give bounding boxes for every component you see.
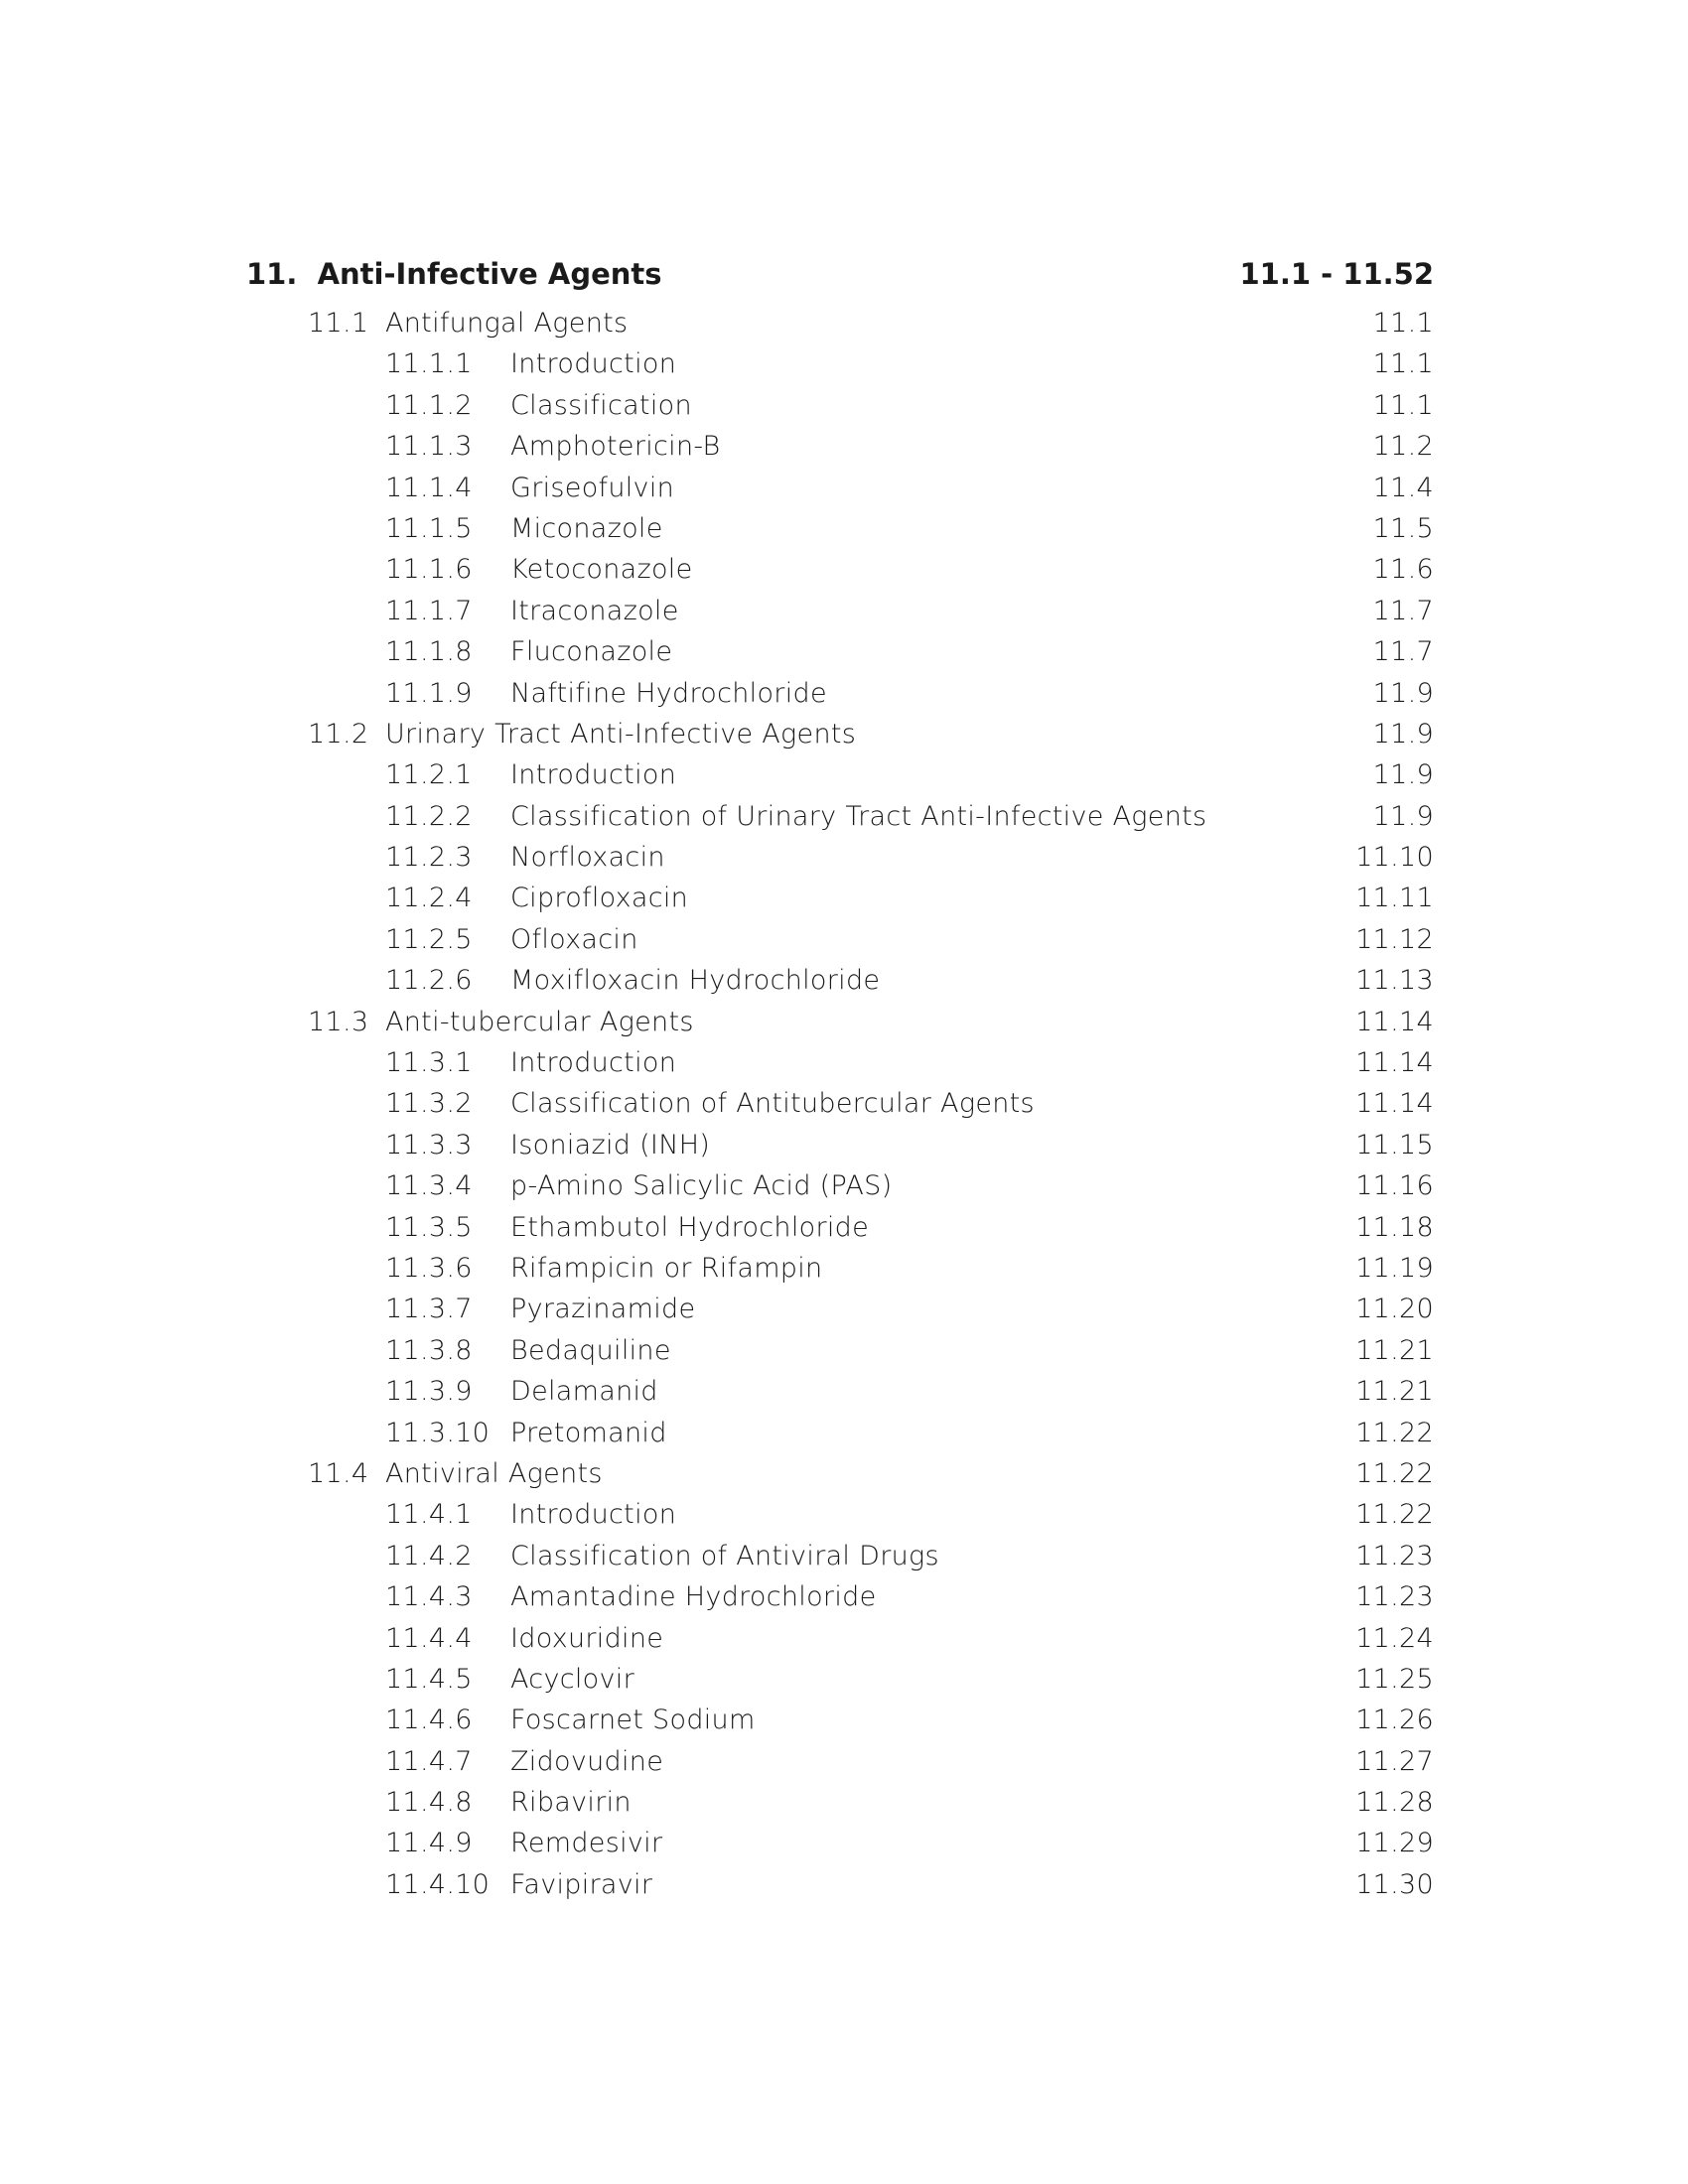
- section-title: Antifungal Agents: [385, 308, 629, 339]
- subsection-page: 11.28: [1355, 1787, 1434, 1819]
- chapter-heading: [0, 253, 1688, 295]
- subsection-page: 11.22: [1355, 1499, 1434, 1531]
- subsection-page: 11.18: [1355, 1211, 1434, 1243]
- subsection-number: 11.1.2: [385, 389, 473, 421]
- subsection-title: Moxifloxacin Hydrochloride: [510, 965, 881, 997]
- subsection-title: Foscarnet Sodium: [510, 1705, 756, 1736]
- section-number: 11.4: [308, 1457, 369, 1489]
- subsection-title: Ciprofloxacin: [510, 883, 689, 914]
- subsection-page: 11.9: [1372, 759, 1434, 791]
- subsection-title: Classification of Antitubercular Agents: [510, 1088, 1035, 1120]
- subsection-title: Rifampicin or Rifampin: [510, 1252, 823, 1284]
- subsection-number: 11.2.1: [385, 759, 473, 791]
- subsection-page: 11.14: [1355, 1088, 1434, 1120]
- section-page: 11.22: [1355, 1457, 1434, 1489]
- subsection-page: 11.9: [1372, 677, 1434, 709]
- subsection-number: 11.3.1: [385, 1047, 473, 1079]
- subsection-page: 11.19: [1355, 1252, 1434, 1284]
- subsection-row: [0, 1289, 1688, 1329]
- subsection-page: 11.4: [1372, 472, 1434, 503]
- subsection-title: Delamanid: [510, 1376, 658, 1408]
- subsection-row: [0, 1042, 1688, 1083]
- subsection-number: 11.3.4: [385, 1170, 473, 1202]
- subsection-page: 11.9: [1372, 800, 1434, 832]
- subsection-row: [0, 1618, 1688, 1659]
- subsection-title: Zidovudine: [510, 1745, 664, 1777]
- subsection-title: Amphotericin-B: [510, 431, 721, 463]
- subsection-title: Introduction: [510, 759, 677, 791]
- subsection-number: 11.3.2: [385, 1088, 473, 1120]
- subsection-row: [0, 919, 1688, 960]
- subsection-number: 11.3.3: [385, 1129, 473, 1160]
- subsection-row: [0, 1864, 1688, 1905]
- subsection-page: 11.16: [1355, 1170, 1434, 1202]
- subsection-number: 11.4.5: [385, 1663, 473, 1695]
- subsection-page: 11.23: [1355, 1581, 1434, 1613]
- subsection-title: Introduction: [510, 348, 677, 380]
- chapter-name: Anti-Infective Agents: [317, 257, 662, 291]
- subsection-row: [0, 468, 1688, 508]
- subsection-row: [0, 1576, 1688, 1617]
- section-page: 11.1: [1372, 308, 1434, 339]
- subsection-title: Introduction: [510, 1499, 677, 1531]
- subsection-title: Miconazole: [510, 512, 663, 544]
- subsection-page: 11.24: [1355, 1622, 1434, 1654]
- section-row: [0, 1453, 1688, 1494]
- subsection-title: Ethambutol Hydrochloride: [510, 1211, 870, 1243]
- subsection-title: Naftifine Hydrochloride: [510, 677, 827, 709]
- subsection-title: Pyrazinamide: [510, 1294, 696, 1325]
- subsection-number: 11.1.4: [385, 472, 473, 503]
- subsection-page: 11.23: [1355, 1540, 1434, 1571]
- subsection-number: 11.1.7: [385, 595, 473, 626]
- chapter-number: 11.: [246, 257, 298, 291]
- subsection-page: 11.25: [1355, 1663, 1434, 1695]
- subsection-row: [0, 1536, 1688, 1576]
- chapter-page-range: 11.1 - 11.52: [1239, 257, 1434, 291]
- subsection-number: 11.4.10: [385, 1868, 491, 1900]
- subsection-page: 11.20: [1355, 1294, 1434, 1325]
- subsection-page: 11.22: [1355, 1417, 1434, 1448]
- subsection-row: [0, 1207, 1688, 1248]
- subsection-title: Itraconazole: [510, 595, 679, 626]
- subsection-title: p-Amino Salicylic Acid (PAS): [510, 1170, 893, 1202]
- subsection-page: 11.11: [1355, 883, 1434, 914]
- subsection-page: 11.5: [1372, 512, 1434, 544]
- subsection-row: [0, 426, 1688, 467]
- subsection-page: 11.14: [1355, 1047, 1434, 1079]
- subsection-number: 11.3.7: [385, 1294, 473, 1325]
- subsection-number: 11.4.4: [385, 1622, 473, 1654]
- subsection-row: [0, 549, 1688, 590]
- subsection-row: [0, 1165, 1688, 1206]
- subsection-row: [0, 1413, 1688, 1453]
- subsection-title: Isoniazid (INH): [510, 1129, 711, 1160]
- subsection-row: [0, 837, 1688, 878]
- subsection-number: 11.4.6: [385, 1705, 473, 1736]
- subsection-page: 11.6: [1372, 554, 1434, 586]
- subsection-row: [0, 960, 1688, 1001]
- subsection-row: [0, 1330, 1688, 1371]
- subsection-page: 11.29: [1355, 1828, 1434, 1859]
- section-page: 11.14: [1355, 1006, 1434, 1037]
- subsection-title: Acyclovir: [510, 1663, 634, 1695]
- subsection-title: Remdesivir: [510, 1828, 663, 1859]
- subsection-number: 11.1.3: [385, 431, 473, 463]
- subsection-number: 11.4.3: [385, 1581, 473, 1613]
- subsection-page: 11.1: [1372, 389, 1434, 421]
- subsection-row: [0, 631, 1688, 672]
- subsection-row: [0, 1371, 1688, 1412]
- subsection-title: Introduction: [510, 1047, 677, 1079]
- subsection-number: 11.2.4: [385, 883, 473, 914]
- subsection-row: [0, 1659, 1688, 1700]
- subsection-number: 11.4.1: [385, 1499, 473, 1531]
- subsection-title: Norfloxacin: [510, 842, 665, 874]
- chapter-title: [246, 253, 662, 295]
- subsection-row: [0, 796, 1688, 837]
- subsection-number: 11.1.9: [385, 677, 473, 709]
- subsection-row: [0, 1248, 1688, 1289]
- section-number: 11.2: [308, 718, 369, 750]
- section-title: Urinary Tract Anti-Infective Agents: [385, 718, 857, 750]
- subsection-number: 11.4.7: [385, 1745, 473, 1777]
- subsection-number: 11.3.8: [385, 1334, 473, 1366]
- subsection-page: 11.7: [1372, 636, 1434, 668]
- subsection-title: Ribavirin: [510, 1787, 632, 1819]
- subsection-row: [0, 1125, 1688, 1165]
- subsection-page: 11.2: [1372, 431, 1434, 463]
- subsection-row: [0, 1700, 1688, 1740]
- subsection-number: 11.1.6: [385, 554, 473, 586]
- subsection-page: 11.30: [1355, 1868, 1434, 1900]
- subsection-title: Ofloxacin: [510, 923, 638, 955]
- subsection-page: 11.1: [1372, 348, 1434, 380]
- subsection-number: 11.4.8: [385, 1787, 473, 1819]
- subsection-page: 11.10: [1355, 842, 1434, 874]
- subsection-row: [0, 508, 1688, 549]
- subsection-row: [0, 343, 1688, 384]
- subsection-number: 11.3.6: [385, 1252, 473, 1284]
- subsection-number: 11.3.9: [385, 1376, 473, 1408]
- table-of-contents: [0, 253, 1688, 1905]
- subsection-page: 11.21: [1355, 1376, 1434, 1408]
- subsection-number: 11.1.8: [385, 636, 473, 668]
- section-row: [0, 303, 1688, 343]
- subsection-page: 11.21: [1355, 1334, 1434, 1366]
- section-title: Anti-tubercular Agents: [385, 1006, 694, 1037]
- subsection-title: Favipiravir: [510, 1868, 653, 1900]
- section-title: Antiviral Agents: [385, 1457, 603, 1489]
- subsection-row: [0, 878, 1688, 918]
- subsection-title: Classification of Urinary Tract Anti-Infective Agents: [510, 800, 1207, 832]
- subsection-number: 11.3.10: [385, 1417, 491, 1448]
- subsection-number: 11.1.1: [385, 348, 473, 380]
- section-number: 11.1: [308, 308, 369, 339]
- subsection-title: Griseofulvin: [510, 472, 675, 503]
- subsection-title: Amantadine Hydrochloride: [510, 1581, 877, 1613]
- subsection-row: [0, 673, 1688, 714]
- subsection-row: [0, 1741, 1688, 1782]
- subsection-row: [0, 385, 1688, 426]
- section-number: 11.3: [308, 1006, 369, 1037]
- section-page: 11.9: [1372, 718, 1434, 750]
- subsection-row: [0, 1823, 1688, 1863]
- subsection-page: 11.26: [1355, 1705, 1434, 1736]
- subsection-title: Classification: [510, 389, 692, 421]
- subsection-number: 11.3.5: [385, 1211, 473, 1243]
- subsection-page: 11.15: [1355, 1129, 1434, 1160]
- subsection-number: 11.4.9: [385, 1828, 473, 1859]
- subsection-title: Idoxuridine: [510, 1622, 664, 1654]
- subsection-title: Bedaquiline: [510, 1334, 671, 1366]
- subsection-title: Ketoconazole: [510, 554, 693, 586]
- subsection-title: Fluconazole: [510, 636, 673, 668]
- subsection-number: 11.1.5: [385, 512, 473, 544]
- subsection-page: 11.13: [1355, 965, 1434, 997]
- subsection-number: 11.2.2: [385, 800, 473, 832]
- subsection-row: [0, 1494, 1688, 1535]
- section-row: [0, 714, 1688, 754]
- subsection-page: 11.12: [1355, 923, 1434, 955]
- subsection-row: [0, 1083, 1688, 1124]
- subsection-title: Classification of Antiviral Drugs: [510, 1540, 939, 1571]
- subsection-number: 11.2.3: [385, 842, 473, 874]
- subsection-row: [0, 754, 1688, 795]
- subsection-number: 11.4.2: [385, 1540, 473, 1571]
- section-row: [0, 1002, 1688, 1042]
- subsection-title: Pretomanid: [510, 1417, 667, 1448]
- toc-entries: [0, 303, 1688, 1905]
- subsection-number: 11.2.6: [385, 965, 473, 997]
- subsection-row: [0, 591, 1688, 631]
- subsection-page: 11.7: [1372, 595, 1434, 626]
- subsection-number: 11.2.5: [385, 923, 473, 955]
- subsection-row: [0, 1782, 1688, 1823]
- subsection-page: 11.27: [1355, 1745, 1434, 1777]
